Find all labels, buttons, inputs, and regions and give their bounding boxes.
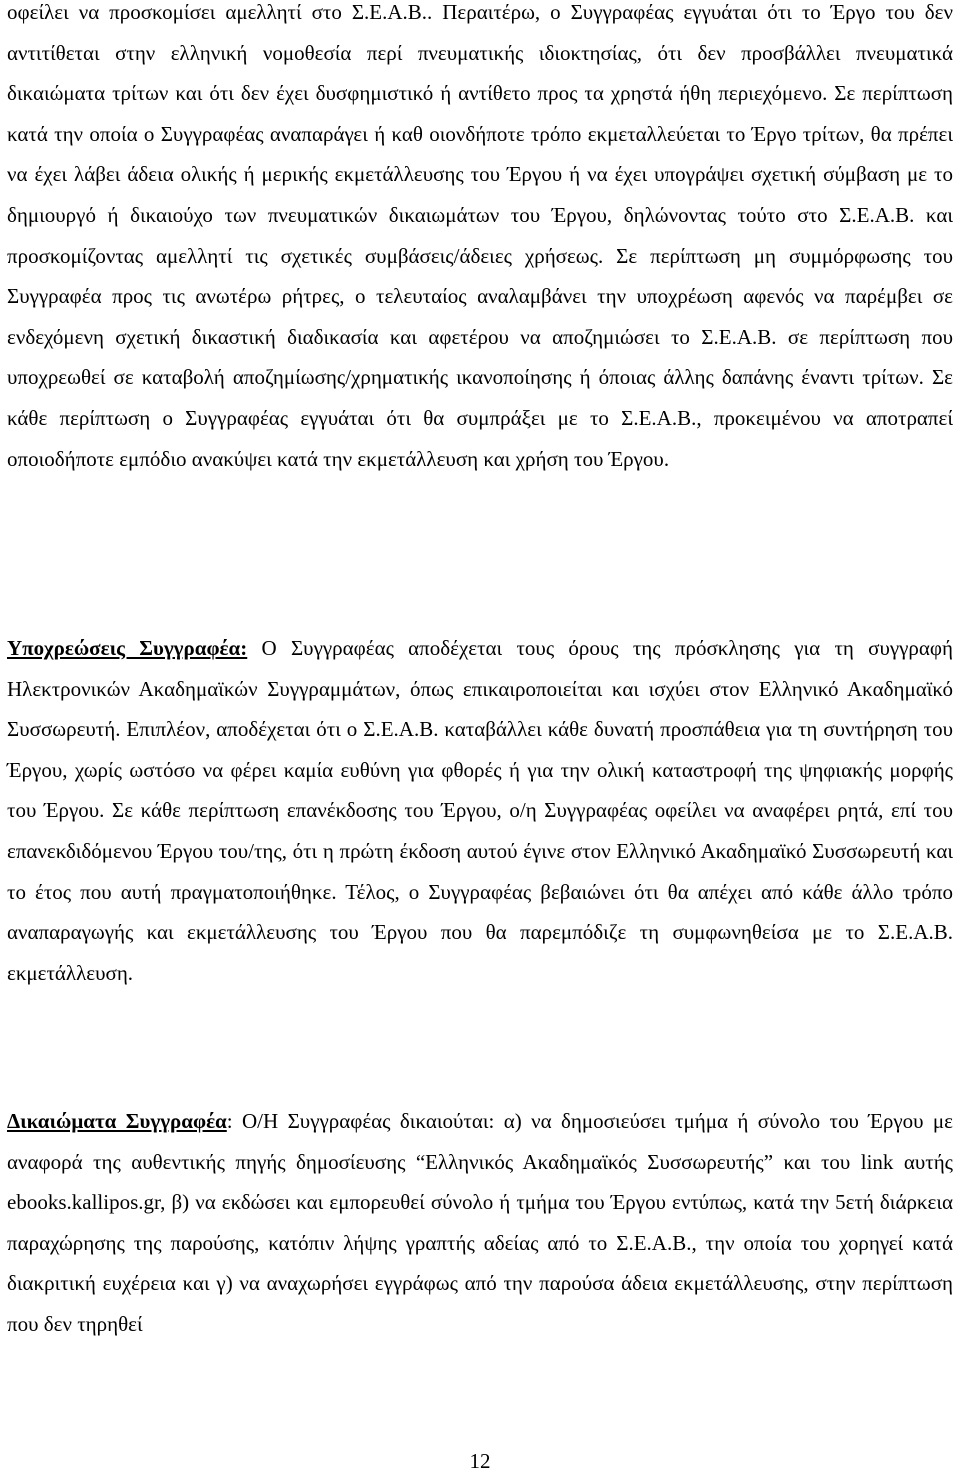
page-number: 12 bbox=[469, 1449, 491, 1473]
paragraph-heading: Υποχρεώσεις Συγγραφέα: bbox=[7, 636, 248, 660]
paragraph-author-obligations bbox=[7, 628, 953, 993]
paragraph-text: : Ο/Η Συγγραφέας δικαιούται: α) να δημοσιεύσει τμήμα ή σύνολο του Έργου με αναφορά της αυθεντικής πηγής δημοσίευσης “Ελληνικός Ακαδημαϊκός Συσσωρευτής” και του link αυτής ebooks.kallipos.gr, β) να εκδώσει και εμπορευθεί σύνολο ή τμήμα του Έργου εντύπως, κατά την 5ετή διάρκεια παραχώρησης της παρούσης, κατόπιν λήψης γραπτής αδείας από το Σ.Ε.Α.Β., την οποία του χορηγεί κατά διακριτική ευχέρεια και γ) να αναχωρήσει εγγράφως από την παρούσα άδεια εκμετάλλευσης, στην περίπτωση που δεν τηρηθεί bbox=[7, 1109, 953, 1336]
paragraph-text: Ο Συγγραφέας αποδέχεται τους όρους της πρόσκλησης για τη συγγραφή Ηλεκτρονικών Ακαδημαϊκών Συγγραμμάτων, όπως επικαιροποιείται και ισχύει στον Ελληνικό Ακαδημαϊκό Συσσωρευτή. Επιπλέον, αποδέχεται ότι ο Σ.Ε.Α.Β. καταβάλλει κάθε δυνατή προσπάθεια για τη συντήρηση του Έργου, χωρίς ωστόσο να φέρει καμία ευθύνη για φθορές ή για την ολική καταστροφή της ψηφιακής μορφής του Έργου. Σε κάθε περίπτωση επανέκδοσης του Έργου, ο/η Συγγραφέας οφείλει να αναφέρει ρητά, επί του επανεκδιδόμενου Έργου του/της, ότι η πρώτη έκδοση αυτού έγινε στον Ελληνικό Ακαδημαϊκό Συσσωρευτή και το έτος που αυτή πραγματοποιήθηκε. Τέλος, ο Συγγραφέας βεβαιώνει ότι θα απέχει από κάθε άλλο τρόπο αναπαραγωγής και εκμετάλλευσης του Έργου που θα παρεμπόδιζε τη συμφωνηθείσα με το Σ.Ε.Α.Β. εκμετάλλευση. bbox=[7, 636, 954, 985]
paragraph-author-warranties bbox=[7, 0, 953, 479]
paragraph-text: οφείλει να προσκομίσει αμελλητί στο Σ.Ε.Α.Β.. Περαιτέρω, ο Συγγραφέας εγγυάται ότι το Έργο του δεν αντιτίθεται στην ελληνική νομοθεσία περί πνευματικής ιδιοκτησίας, ότι δεν προσβάλλει πνευματικά δικαιώματα τρίτων και ότι δεν έχει δυσφημιστικό ή αντίθετο προς τα χρηστά ήθη περιεχόμενο. Σε περίπτωση κατά την οποία ο Συγγραφέας αναπαράγει ή καθ οιονδήποτε τρόπο εκμεταλλεύεται το Έργο τρίτων, θα πρέπει να έχει λάβει άδεια ολικής ή μερικής εκμετάλλευσης του Έργου ή να έχει υπογράψει σχετική σύμβαση με το δημιουργό ή δικαιούχο των πνευματικών δικαιωμάτων του Έργου, δηλώνοντας τούτο στο Σ.Ε.Α.Β. και προσκομίζοντας αμελλητί τις σχετικές συμβάσεις/άδειες χρήσεως. Σε περίπτωση μη συμμόρφωσης του Συγγραφέα προς τις ανωτέρω ρήτρες, ο τελευταίος αναλαμβάνει την υποχρέωση αφενός να παρέμβει σε ενδεχόμενη σχετική δικαστική διαδικασία και αφετέρου να αποζημιώσει το Σ.Ε.Α.Β. σε περίπτωση που υποχρεωθεί σε καταβολή αποζημίωσης/χρηματικής ικανοποίησης ή όποιας άλλης δαπάνης έναντι τρίτων. Σε κάθε περίπτωση ο Συγγραφέας εγγυάται ότι θα συμπράξει με το Σ.Ε.Α.Β., προκειμένου να αποτραπεί οποιοδήποτε εμπόδιο ανακύψει κατά την εκμετάλλευση και χρήση του Έργου. bbox=[7, 0, 953, 471]
paragraph-author-rights bbox=[7, 1101, 953, 1345]
paragraph-heading: Δικαιώματα Συγγραφέα bbox=[7, 1109, 227, 1133]
